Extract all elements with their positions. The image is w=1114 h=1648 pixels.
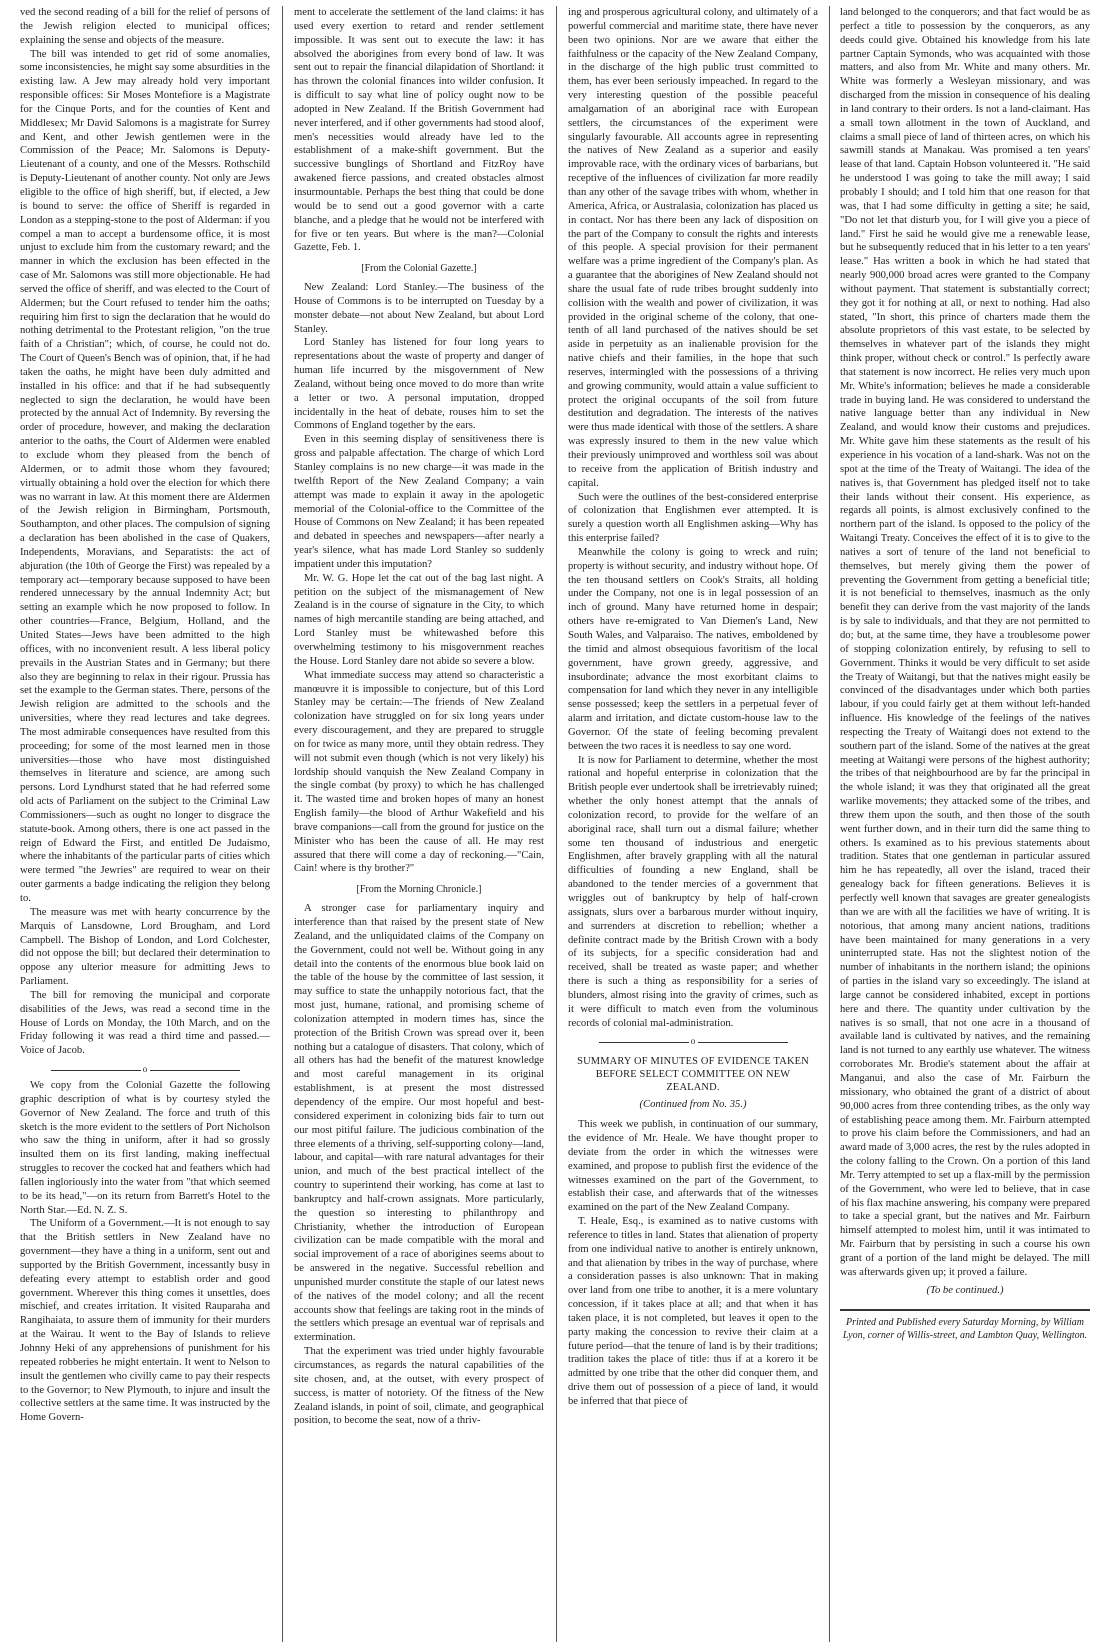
paragraph: What immediate success may attend so characteristic a manœuvre it is impossible to conjecture, but of this Lord Stanley may be certain:—The friends of New Zealand colonization have struggled on for six long years under every discouragement, and they are prepared to struggle on for twice as many more, until they obtain redress. They will not submit even though (which is not very likely) his lordship should vanquish the New Zealand Company in the single combat (by proxy) to which he has challenged it. The wasted time and broken hopes of many an honest English family—the blood of Arthur Wakefield and his brave companions—call from the ground for justice on the Minister who has been the cause of all. He may rest assured that there will come a day of reckoning.—"Cain, Cain! where is thy brother?" — [294, 669, 544, 875]
paragraph: The bill for removing the municipal and corporate disabilities of the Jews, was read a second time in the House of Lords on Monday, the 10th March, and on the Friday following it was read a third time and passed.—Voice of Jacob. — [20, 989, 270, 1057]
paragraph: ing and prosperous agricultural colony, and ultimately of a powerful commercial and maritime state, there have never been two opinions. Nor are we aware that either the faithfulness or the capacity of the New Zealand Company, in the discharge of the high public trust committed to them, has ever been seriously impeached. In regard to the very interesting question of the possible peaceful amalgamation of an aboriginal race with European settlers, the circumstances of the experiment were singularly favourable. All accounts agree in representing the natives of New Zealand as a superior and easily improvable race, with the ordinary vices of barbarians, but receptive of the influences of civilization far more readily than any other of the savage tribes with whom, whether in America, Africa, or Australasia, colonization has placed us in contact. Nor has there been any lack of disposition on the part of the Company to consult the rights and interests of this people. A special provision for their permanent welfare was a prime ingredient of the Company's plan. As a guarantee that the aborigines of New Zealand should not share the usual fate of rude tribes brought suddenly into collision with the wealth and power of civilization, it was provided in the original scheme of the colony, that one-tenth of all land purchased of the natives should be set aside in perpetuity as an inalienable provision for the native chiefs and their families, in the hope that such reserves, intermingled with the possessions of a thriving and growing community, would attain a value sufficient to protect the original occupants of the soil from future destitution and degradation. The interests of the natives were thus made identical with those of the settlers. A share was expressly insured to them in the new value which their previously unimproved and worthless soil was about to receive from the application of British industry and capital. — [568, 7, 818, 489]
paragraph: ved the second reading of a bill for the relief of persons of the Jewish religion elected to municipal offices; explaining the sense and objects of the measure. — [20, 7, 270, 46]
column-1 — [20, 6, 270, 1642]
paragraph: That the experiment was tried under highly favourable circumstances, as regards the natural capabilities of the site chosen, and, at the outset, with every prospect of success, is matter of notoriety. Of the fitness of the New Zealand islands, in point of soil, climate, and geographical position, to become the seat, now of a thriv- — [294, 1346, 544, 1427]
section-divider: o — [568, 1035, 818, 1049]
paragraph: Lord Stanley has listened for four long years to representations about the waste of property and danger of human life incurred by the misgovernment of New Zealand, without being once moved to do more than write a letter or two. A personal imputation, dropped incidentally in the heat of debate, rouses him to set the Commons of England together by the ears. — [294, 337, 544, 432]
paragraph: Meanwhile the colony is going to wreck and ruin; property is without security, and industry without hope. Of the ten thousand settlers on Cook's Straits, all holding under the Company, not one is in legal possession of an inch of ground. Many have returned home in despair; others have re-emigrated to Van Diemen's Land, New South Wales, and Valparaiso. The natives, emboldened by the timid and almost obsequious favoritism of the local government, have grown greedy, aggressive, and insubordinate; advance the most exorbitant claims to compensation for land which they never in any intelligible sense possessed; keep the settlers in a perpetual fever of alarm and irritation, and dictate custom-house law to the Governor. Of the state of feeling becoming prevalent between the two races it is needless to say one word. — [568, 546, 818, 752]
paragraph: The Uniform of a Government.—It is not enough to say that the British settlers in New Zealand have no government—they have a thing in a uniform, sent out and supported by the British Government, incessantly busy in defeating every attempt to establish order and good government. Wherever this thing comes it unsettles, does mischief, and creates irritation. It visited Rauparaha and Rangihaiata, to assure them of immunity for their murders at the Wairau. It went to the Bay of Islands to relieve Johnny Heki of any apprehensions of punishment for his repeated robberies he might entertain. It went to Nelson to insult the gentlemen who civilly came to pay their respects to the Governor; to New Plymouth, to injure and insult the collective settlers at the same time. It was instructed by the Home Govern- — [20, 1218, 270, 1424]
column-rule — [556, 6, 557, 1642]
paragraph: Even in this seeming display of sensitiveness there is gross and palpable affectation. The charge of which Lord Stanley complains is no new charge—it was made in the twelfth Report of the New Zealand Company; a vain attempt was made to explain it away in the apologetic memorial of the Colonial-office to the Committee of the House of Commons on New Zealand; it has been repeated and debated in speeches and newspapers—after nearly a year's silence, what has made Lord Stanley so suddenly impatient under this imputation? — [294, 434, 544, 570]
newspaper-page — [20, 6, 1094, 1642]
paragraph: Mr. W. G. Hope let the cat out of the bag last night. A petition on the subject of the mismanagement of New Zealand is in the course of signature in the City, to which names of high mercantile standing are being attached, and Lord Stanley must be whitewashed before this overwhelming testimony to his misgovernment reaches the House. Lord Stanley dare not abide so severe a blow. — [294, 572, 544, 667]
paragraph: T. Heale, Esq., is examined as to native customs with reference to titles in land. States that alienation of property from one individual native to another is entirely unknown, and that alienation by tribes in the way of purchase, where a consideration passes is also unknown: That in making over land from one tribe to another, it is a mere voluntary concession, if it takes place at all; and that when it has taken place, it is not completed, but leaves it open to the party making the concession to revive their claim at a future period—that the tenure of land is by their traditions; tradition takes the place of title: thus if at a korero it be admitted by one tribe that the other did conquer them, and drive them out of possession of a piece of land, it would be inferred that that piece of — [568, 1216, 818, 1407]
paragraph: We copy from the Colonial Gazette the following graphic description of what is by courtesy styled the Governor of New Zealand. The force and truth of this sketch is the more evident to the settlers of Port Nicholson who saw the thing in uniform, after it had so grossly insulted them on its first landing, making ineffectual struggles to recover the cocked hat and feathers which had fallen ingloriously into the water from "that which seemed to be its head,"—on its return from Barrett's Hotel to the North Star.—Ed. N. Z. S. — [20, 1079, 270, 1216]
printer-imprint: Printed and Published every Saturday Morning, by William Lyon, corner of Willis-street, and Lambton Quay, Wellington. — [840, 1309, 1090, 1342]
paragraph: This week we publish, in continuation of our summary, the evidence of Mr. Heale. We have thought proper to deviate from the order in which the witnesses were examined, and propose to publish first the evidence of the witnesses examined on the part of the Government, to establish their case, and afterwards that of the witnesses examined on the part of the New Zealand Company. — [568, 1119, 818, 1214]
paragraph: A stronger case for parliamentary inquiry and interference than that raised by the present state of New Zealand, and the unliquidated claims of the Company on the Government, could not well be. Without going in any detail into the contents of the enormous blue book laid on the table of the house by the committee of last session, it may suffice to state the unhappily notorious fact, that the most just, humane, rational, and promising scheme of colonization attempted in modern times has, since the protection of the British Crown was spread over it, been nothing but a catalogue of disasters. That colony, which of all others has had the benefit of the maturest knowledge and most careful management in its original establishment, is at present the most distressed dependency of the empire. Our most hopeful and best-considered experiment in colonizing bids fair to turn out our most pitiful failure. The judicious combination of the three elements of a thriving, self-supporting colony—land, labour, and capital—with rare natural advantages for their union, and much of the best practical intellect of the country to superintend their working, has come at last to bankruptcy and half-crown assignats. More particularly, the question so interesting to philanthropy and Christianity, whether the introduction of European civilization can be made compatible with the moral and social improvement of a race of aborigines seems about to be answered in the negative. Successful rebellion and unpunished murder constitute the staple of our latest news of the natives of the model colony; and all the recent accounts show that feelings are taking root in the minds of the settlers which presage an eventual war of reprisals and extermination. — [294, 903, 544, 1344]
column-3 — [568, 6, 818, 1642]
paragraph: The bill was intended to get rid of some anomalies, some inconsistencies, he might say some absurdities in the existing law. A Jew may already hold very important responsible offices: Sir Moses Montefiore is a Magistrate for the Cinque Ports, and for the counties of Kent and Middlesex; Mr David Salomons is a magistrate for Surrey and Kent, and other Jewish gentlemen were in the Commission of the Peace; Mr. Salomons is Deputy-Lieutenant of a county, and one of the Messrs. Rothschild is Deputy-Lieutenant of another county. Not only are Jews eligible to the office of high sheriff, but, if elected, a Jew is bound to serve: the office of Sheriff is regarded in London as a stepping-stone to the post of Alderman: if you compel a man to accept a burdensome office, it is most unjust to exclude him from the customary reward; and the manner in which the exclusion has been effected in the case of Mr. Salomons was still more objectionable. He had served the office of sheriff, and was elected to the Court of Aldermen; but the Court refused to tender him the oaths; requiring him first to sign the declaration that he would do nothing detrimental to the Protestant religion, "on the true faith of a Christian"; which, of course, he could not do. The Court of Queen's Bench was of opinion, that, if he had taken the oaths, he might have been duly admitted and installed in his office: and that if he had subsequently neglected to sign the declaration, he would have been protected by the annual Act of Indemnity. By reversing the order of procedure, however, and making the declaration anterior to the oaths, the Court of Aldermen were enabled to exclude whom they pleased from the bench of Aldermen, or to admit those whom they favoured; virtually obtaining a hold over the election for which there was no warrant in law. At this moment there are Aldermen of the Jewish religion in Birmingham, Portsmouth, Southampton, and other places. The compulsion of signing a declaration has been abolished in the case of Quakers, Independents, Moravians, and Separatists: the act of abjuration (the 10th of George the First) was repealed by a temporary act—temporary because supposed to have been rendered unnecessary by the annual Indemnity Act; but setting an example which he now proposed to follow. In other countries—France, Belgium, Holland, and the United States—Jews have been admitted to the high offices, with no inconvenient result. A less liberal policy prevails in the Austrian States and in Germany; but there also they are beginning to relax in their rigour. Prussia has set the example to the German states. There, persons of the Jewish religion are admitted to the schools and the universities, where they read lectures and take degrees. The most admirable consequences have resulted from this proceeding; for some of the most learned men in those universities—those who have most distinguished themselves in literature and science, are among such persons. Lord Lyndhurst stated that he had referred some old acts of Parliament on the subject to the Criminal Law Commissioners—such as ought no longer to disgrace the statute-book. Among others, there is one act passed in the reign of Edward the First, and entitled De Judaismo, where the inhabitants of the particular parts of cities which were termed "the Jewries" are required to wear on their outer garments a badge indicating the religion they belong to. — [20, 48, 270, 904]
column-2 — [294, 6, 544, 1642]
section-heading: SUMMARY OF MINUTES OF EVIDENCE TAKEN BEFORE SELECT COMMITTEE ON NEW ZEALAND. — [577, 1056, 809, 1094]
paragraph: land belonged to the conquerors; and that fact would be as perfect a title to possession by the conquerors, as any deeds could give. Obtained his knowledge from his late partner Captain Symonds, who was acquainted with those matters, and also from Mr. White and many others. Mr. White was formerly a Wesleyan missionary, and was discharged from the mission in consequence of his dealing in land contrary to their orders. Is not a land-claimant. Has a small town allotment in the town of Auckland, and claims a small piece of land of thirteen acres, on which his sawmill stands at Manakau. Was promised a ten years' lease of that land. Captain Hobson volunteered it. "He said he understood I was going to take the mill away; I said probably I should; and I told him that one reason for that was, that I had some difficulty in getting a site; he said, "Do not let that disturb you, for I will give you a piece of land." First he said he would give me a renewable lease, but he subsequently reduced that in his letter to a ten years' lease." Has written a book in which he had stated that nearly 900,000 broad acres were granted to the Company without payment. That statement is substantially correct; they got it for nothing at all, or next to nothing. Had also stated, "In short, this prince of charters made them the absolute proprietors of this vast estate, to be selected by themselves in whatever part of the islands they might think proper, without check or control." Is perfectly aware that statement is now incorrect. He relies very much upon Mr. White's information; believes he made a considerable trade in buying land. He was considered to understand the native language better than any individual in New Zealand, and would know their customs and prejudices. Mr. White gave him these statements as the result of his experience in his vocation of a land-shark. Was not on the spot at the time of the Treaty of Waitangi. The idea of the natives is, that Government has pledged itself not to take their lands without their consent. His experience, as regards all points, is almost exclusively confined to the northern part of the island. Is opposed to the policy of the Waitangi Treaty. Conceives the effect of it is to give to the natives a sort of tenure of the land not beneficial to themselves, but merely giving them the power of preventing the Government from getting a beneficial title; it is not beneficial to themselves, inasmuch as the only benefit they can derive from the vast majority of the lands is by sale to individuals, and that they are not permitted to do; but, at the same time, they have a troublesome power of stopping colonization entirely, by refusing to sell to Government. Thinks it would be very difficult to set aside the Treaty of Waitangi, but that the natives might easily be convinced of the disadvantages under which both parties labour, if you could fairly get at them without left-handed influence. His knowledge of the feelings of the natives respecting the Treaty of Waitangi does not extend to the southern part of the island. Some of the natives at the great meeting at Waitangi were persons of the highest authority; the tribes of that neighbourhood are by far the principal in the whole island; it was they that originated all the great warlike movements; they attacked some of the tribes, and threw them upon the south, and then those of the south went further down, and in their turn did the same thing to others. Is examined as to his previous statements about tradition. States that one gentleman in particular assured him he has repeatedly, all over the island, traced their genealogy back for fifteen generations. Believes it is perfectly well known that savages are greater genealogists than we are with all the facilities we have of writing. It is notorious, that among many ancient nations, traditions have been maintained for many generations in a very uninterrupted state. Has not the slightest notion of the number of inhabitants in the northern island; the opinions of parties in the island vary so exceedingly. The island at large cannot be considered inhabited, except in portions here and there. The quantity under cultivation by the natives is so small, that not one acre in a thousand of available land is cultivated by natives, and the remaining land is not turned to any earthly use whatever. The witness corroborates Mr. Brodie's statement about the affair at Manganui, and also the case of Mr. Fairburn the missionary, who obtained the grant of a district of about 90,000 acres from three contending tribes, as the only way of establishing peace among them. Mr. Fairburn attempted to prove his claim before the Commissioners, and had an award made of 3,000 acres, the rest by the rules adopted in the colony falling to the Crown. On a portion of this land Mr. Terry attempted to set up a flax-mill by the permission of the Government, who were led to believe, that in case of his flax machine answering, his company were prepared to take a special grant, but the natives and Mr. Fairburn himself attempted to molest him, until it was intimated to Mr. Fairburn that by persisting in such a course his own grant of a portion of the land might be delayed. The mill was afterwards given up; it proved a failure. — [840, 7, 1090, 1278]
continued-note: (Continued from No. 35.) — [639, 1099, 747, 1111]
section-divider: o — [20, 1063, 270, 1077]
to-be-continued-note: (To be continued.) — [926, 1284, 1004, 1296]
source-line: [From the Colonial Gazette.] — [361, 263, 477, 275]
paragraph: New Zealand: Lord Stanley.—The business of the House of Commons is to be interrupted on Tuesday by a monster debate—not about New Zealand, but about Lord Stanley. — [294, 282, 544, 335]
column-rule — [829, 6, 830, 1642]
paragraph: ment to accelerate the settlement of the land claims: it has used every exertion to retard and render settlement impossible. It was sent out to execute the law: it has absolved the aborigines from every bond of law. It was sent out to repair the financial dilapidation of Shortland: it has thrown the colonial finances into wilder confusion. It is difficult to say what line of policy ought now to be adopted in New Zealand. If the British Government had never interfered, and if other governments had stood aloof, men's necessities would already have led to the establishment of a make-shift government. But the successive bunglings of Shortland and FitzRoy have awakened fierce passions, and created obstacles almost insurmountable. Perhaps the best thing that could be done would be to send out a good governor with a carte blanche, and a pledge that he would not be interfered with for five or ten years. But where is the man?—Colonial Gazette, Feb. 1. — [294, 7, 544, 254]
column-4 — [840, 6, 1090, 1642]
source-line: [From the Morning Chronicle.] — [356, 884, 482, 896]
paragraph: The measure was met with hearty concurrence by the Marquis of Lansdowne, Lord Brougham, and Lord Campbell. The Bishop of London, and Lord Colchester, did not oppose the bill; but declared their determination to oppose any ulterior measure for admitting Jews to Parliament. — [20, 906, 270, 988]
column-rule — [282, 6, 283, 1642]
paragraph: It is now for Parliament to determine, whether the most rational and hopeful enterprise in colonization that the British people ever undertook shall be irretrievably ruined; whether the only honest attempt that the annals of colonization record, to provide for the welfare of an aboriginal race, shall turn out a dismal failure; whether some ten thousand of industrious and energetic Englishmen, after bravely grappling with all the natural difficulties of founding a new England, shall be abandoned to the tender mercies of a government that wriggles out of bankruptcy by help of half-crown assignats, slurs over a barbarous murder without inquiry, and surrenders at discretion to rebellion; whether a definite contract made by the British Crown with a body of its subjects, for a specific consideration had and received, shall be treated as waste paper; and whether there is such a thing as responsibility for a series of blunders, almost rising into the gravity of crimes, such as it were difficult to match even from the voluminous records of colonial mal-administration. — [568, 754, 818, 1029]
paragraph: Such were the outlines of the best-considered enterprise of colonization that Englishmen ever attempted. It is surely a question worth all Englishmen asking—Why has this enterprise failed? — [568, 491, 818, 545]
